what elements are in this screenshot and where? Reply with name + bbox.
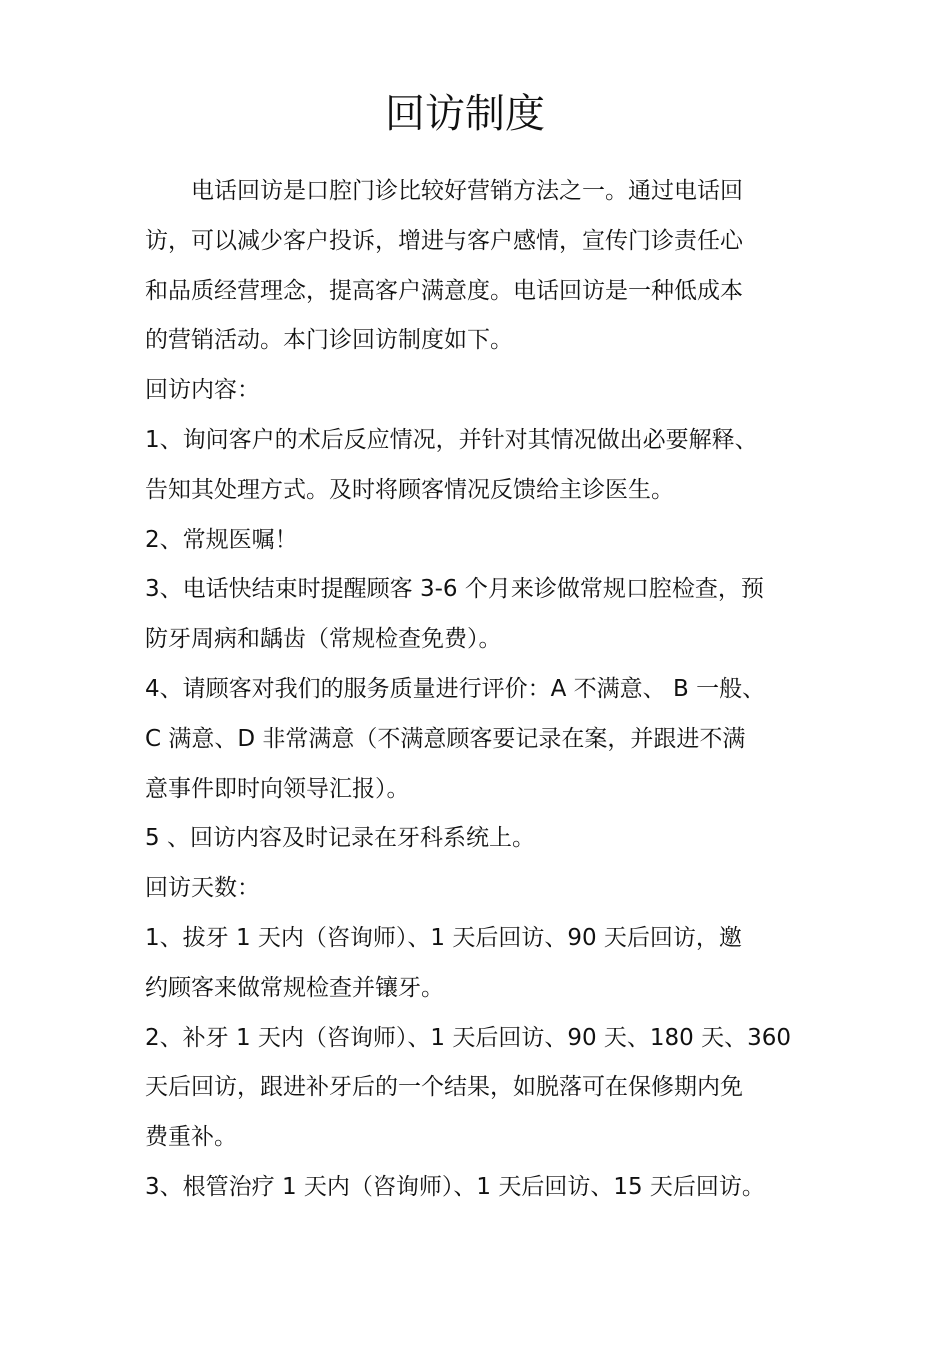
content-line: 1、询问客户的术后反应情况，并针对其情况做出必要解释、 [145, 426, 758, 453]
days-line: 3、根管治疗 1 天内（咨询师）、1 天后回访、15 天后回访。 [145, 1173, 765, 1200]
days-line: 2、补牙 1 天内（咨询师）、1 天后回访、90 天、180 天、360 [145, 1024, 792, 1051]
days-line: 1、拔牙 1 天内（咨询师）、1 天后回访、90 天后回访，邀 [145, 924, 742, 951]
document-body [145, 167, 875, 1213]
days-heading: 回访天数： [145, 875, 260, 902]
document-title: 回访制度 [385, 91, 545, 137]
content-line: 3、电话快结束时提醒顾客 3-6 个月来诊做常规口腔检查，预 [145, 576, 764, 603]
days-line: 约顾客来做常规检查并镶牙。 [145, 974, 444, 1001]
content-line: C 满意、D 非常满意（不满意顾客要记录在案，并跟进不满 [145, 725, 746, 752]
content-line: 4、请顾客对我们的服务质量进行评价：A 不满意、 B 一般、 [145, 675, 766, 702]
content-line: 5 、回访内容及时记录在牙科系统上。 [145, 825, 535, 852]
content-line: 防牙周病和龋齿（常规检查免费）。 [145, 626, 502, 653]
content-list [145, 416, 875, 864]
intro-paragraph [145, 167, 875, 366]
intro-line: 访，可以减少客户投诉，增进与客户感情，宣传门诊责任心 [145, 227, 743, 254]
days-line: 费重补。 [145, 1124, 237, 1151]
intro-line: 的营销活动。本门诊回访制度如下。 [145, 327, 513, 354]
days-line: 天后回访，跟进补牙后的一个结果，如脱落可在保修期内免 [145, 1074, 743, 1101]
content-heading: 回访内容： [145, 377, 260, 404]
intro-line: 和品质经营理念，提高客户满意度。电话回访是一种低成本 [145, 277, 743, 304]
content-line: 告知其处理方式。及时将顾客情况反馈给主诊医生。 [145, 476, 674, 503]
content-line: 2、常规医嘱！ [145, 526, 298, 553]
days-list [145, 914, 875, 1213]
content-line: 意事件即时向领导汇报）。 [145, 775, 410, 802]
intro-line: 电话回访是口腔门诊比较好营销方法之一。通过电话回 [191, 178, 743, 204]
